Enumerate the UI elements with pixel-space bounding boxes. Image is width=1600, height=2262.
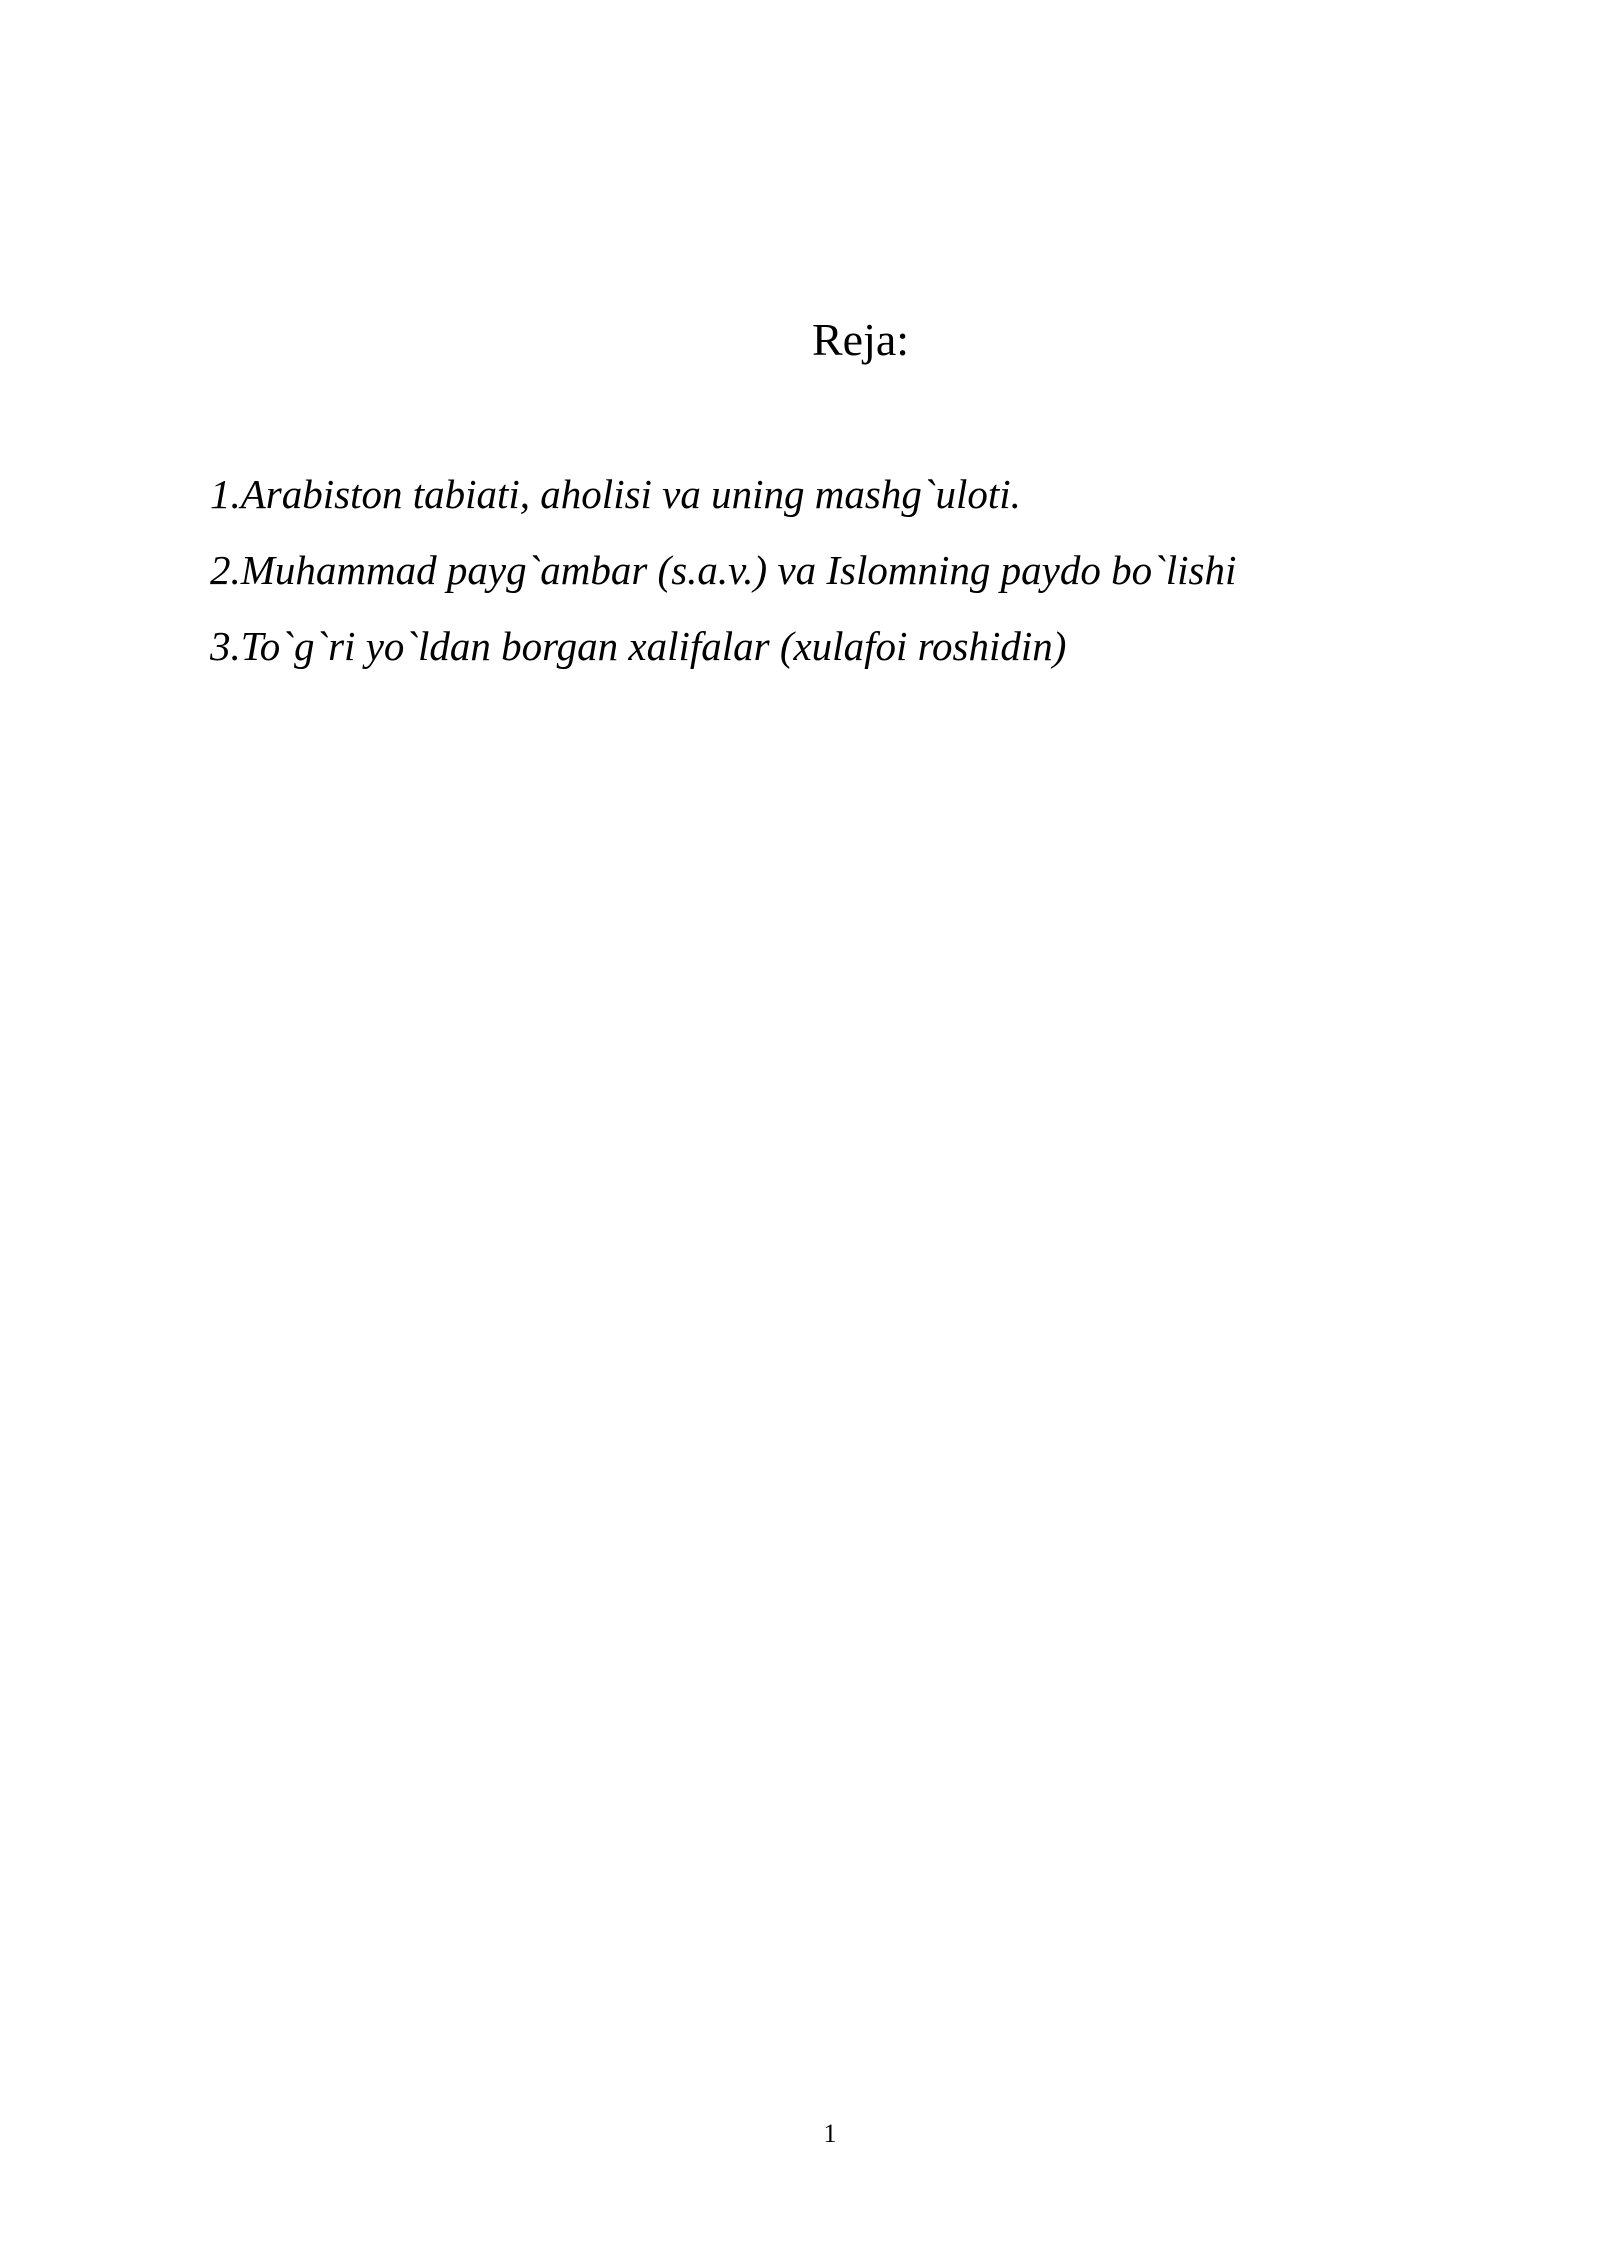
plan-item-3: 3.To`g`ri yo`ldan borgan xalifalar (xulafoi roshidin) xyxy=(210,623,1067,669)
page-title: Reja: xyxy=(812,314,910,365)
plan-item-1: 1.Arabiston tabiati, aholisi va uning mashg`uloti. xyxy=(210,471,1021,517)
plan-list xyxy=(210,456,1236,684)
plan-item-2: 2.Muhammad payg`ambar (s.a.v.) va Islomning paydo bo`lishi xyxy=(210,547,1237,593)
page-number: 1 xyxy=(823,2119,837,2148)
